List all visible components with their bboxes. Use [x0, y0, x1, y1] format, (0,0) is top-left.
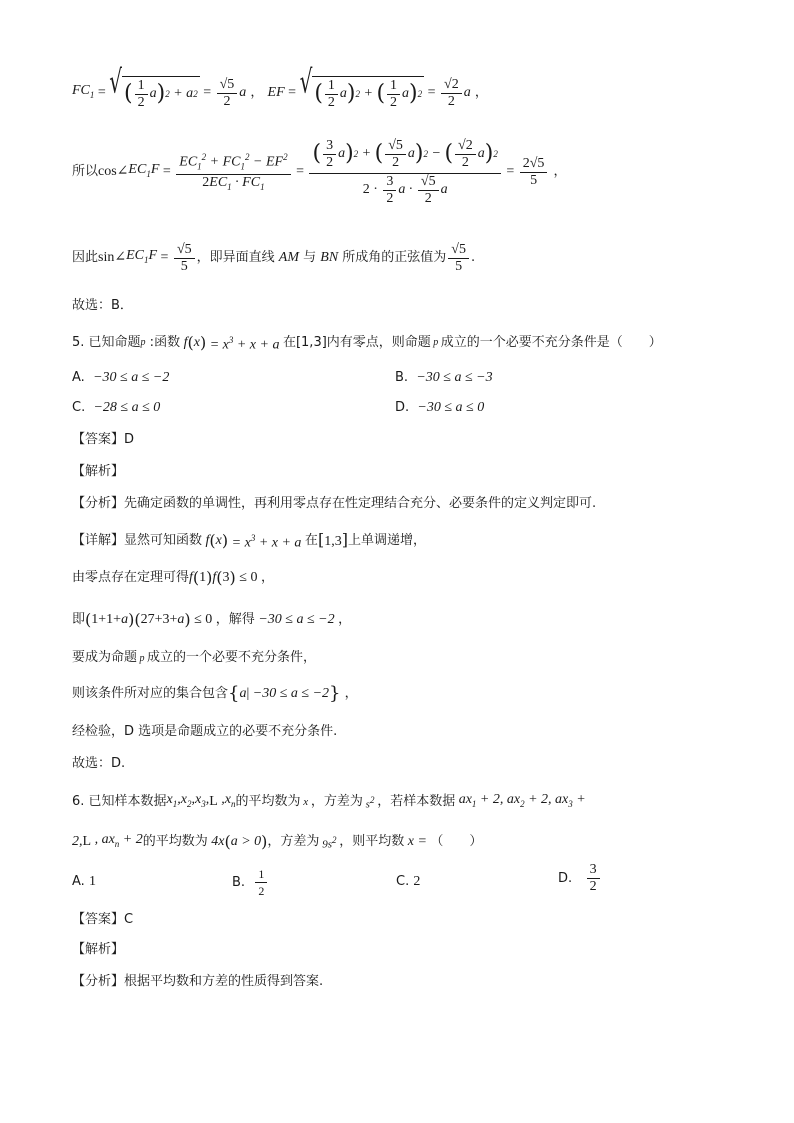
q6-stem-2: 2, L , $ax_n + 2$ 的平均数为 4x ( a > 0 ) ，方差为 $9s^2$ ，则平均数 x = （ ）	[72, 832, 483, 852]
formula-cos: 所以 cos∠ $EC_1F$ = $\frac{EC_1^2 + FC_1^2 - EF^2}{2EC_1 \cdot FC_1}$ = ( $\frac{3}{2}$ a ) 2 + ( $\frac{√5}{2}$ a ) 2 − ( $\frac{√2}{2}$ a ) 2 2 · $\frac{3}{2}$ a · $\frac{√5}{2}$ a = $\frac{2√5}{5}$ ，	[72, 137, 567, 206]
q5-option-c: C. −28 ≤ a ≤ 0	[72, 400, 161, 415]
ef-label: EF	[267, 85, 285, 100]
q6-fenxi: 【分析】根据平均数和方差的性质得到答案.	[72, 974, 324, 989]
fc1-label: $FC_1$	[72, 83, 95, 100]
q5-stem: 5. 已知命题 p : 函数 f ( x ) = $x^3 + x + a$ 在[1,3]内有零点，则命题 p 成立的一个必要不充分条件是（ ）	[72, 332, 662, 353]
q5-analysis-tag: 【解析】	[72, 464, 125, 479]
cos-result: $\frac{2√5}{5}$	[520, 156, 548, 189]
sin-text: ，即异面直线 AM 与 BN 所成角的正弦值为	[196, 250, 447, 265]
q5-detail-5: 则该条件所对应的集合包含 { a | −30 ≤ a ≤ −2 } ，	[72, 683, 358, 704]
q6-stem-1: 6. 已知样本数据 $x_1,x_2,x_3$, L $,x_n$ 的平均数为 x ，方差为 $s^2$ ，若样本数据 $ax_1 + 2$, $ax_2 + 2$, $ax_3$ +	[72, 792, 586, 811]
cos-fraction-1: $\frac{EC_1^2 + FC_1^2 - EF^2}{2EC_1 \cdot FC_1}$	[176, 149, 290, 195]
formula-sin: 因此 sin∠ $EC_1F$ = $\frac{√5}{5}$ ，即异面直线 AM 与 BN 所成角的正弦值为 $\frac{√5}{5}$ .	[72, 241, 476, 274]
q5-option-a: A. −30 ≤ a ≤ −2	[72, 370, 170, 385]
q5-option-d: D. −30 ≤ a ≤ 0	[395, 400, 485, 415]
q6-option-d: D. $\frac{3}{2}$	[558, 862, 602, 895]
q6-option-a: A. 1	[72, 874, 96, 889]
q5-answer: 【答案】D	[72, 432, 135, 447]
q5-detail-6: 经检验，D 选项是命题成立的必要不充分条件.	[72, 724, 338, 739]
q5-conclusion: 故选：D.	[72, 756, 126, 771]
ef-sqrt: √ ( $\frac{1}{2}$ a ) 2 + ( $\frac{1}{2}$ a ) 2	[299, 61, 423, 110]
q4-conclusion: 故选：B．	[72, 298, 133, 313]
q6-analysis-tag: 【解析】	[72, 942, 125, 957]
formula-fc1-ef: $FC_1$ = √ ( $\frac{1}{2}$ a ) 2 + a 2 = $\frac{√5}{2}$ a ， EF = √ ( $\frac{1}{2}$ a ) 2 + ( $\frac{1}{2}$ a ) 2 = $\frac{√2}{2}$ a ，	[72, 61, 488, 110]
cos-prefix: 所以	[72, 164, 99, 179]
q5-detail-4: 要成为命题 p 成立的一个必要不充分条件，	[72, 650, 317, 665]
q5-detail-3: 即 ( 1+1+ a ) ( 27+3+ a ) ≤ 0 ，解得 −30 ≤ a ≤ −2 ，	[72, 610, 352, 629]
sin-result: $\frac{√5}{5}$	[448, 242, 469, 275]
q6-option-c: C. 2	[396, 874, 421, 889]
q5-fenxi: 【分析】先确定函数的单调性，再利用零点存在性定理结合充分、必要条件的定义判定即可.	[72, 496, 597, 511]
q5-option-b: B. −30 ≤ a ≤ −3	[395, 370, 493, 385]
q5-detail-2: 由零点存在定理可得 f ( 1 ) f ( 3 ) ≤ 0 ，	[72, 568, 274, 587]
q6-answer: 【答案】C	[72, 912, 134, 927]
fc1-sqrt: √ ( $\frac{1}{2}$ a ) 2 + a 2	[109, 61, 198, 110]
q6-option-b: B. $\frac{1}{2}$	[232, 866, 269, 899]
cos-fraction-2: ( $\frac{3}{2}$ a ) 2 + ( $\frac{√5}{2}$ a ) 2 − ( $\frac{√2}{2}$ a ) 2 2 · $\frac{3}{2}$ a · $\frac{√5}{2}$ a	[309, 138, 500, 207]
q5-detail-1: 【详解】 显然可知函数 f ( x ) = $x^3 + x + a$ 在 [1,3] 上单调递增，	[72, 529, 426, 551]
